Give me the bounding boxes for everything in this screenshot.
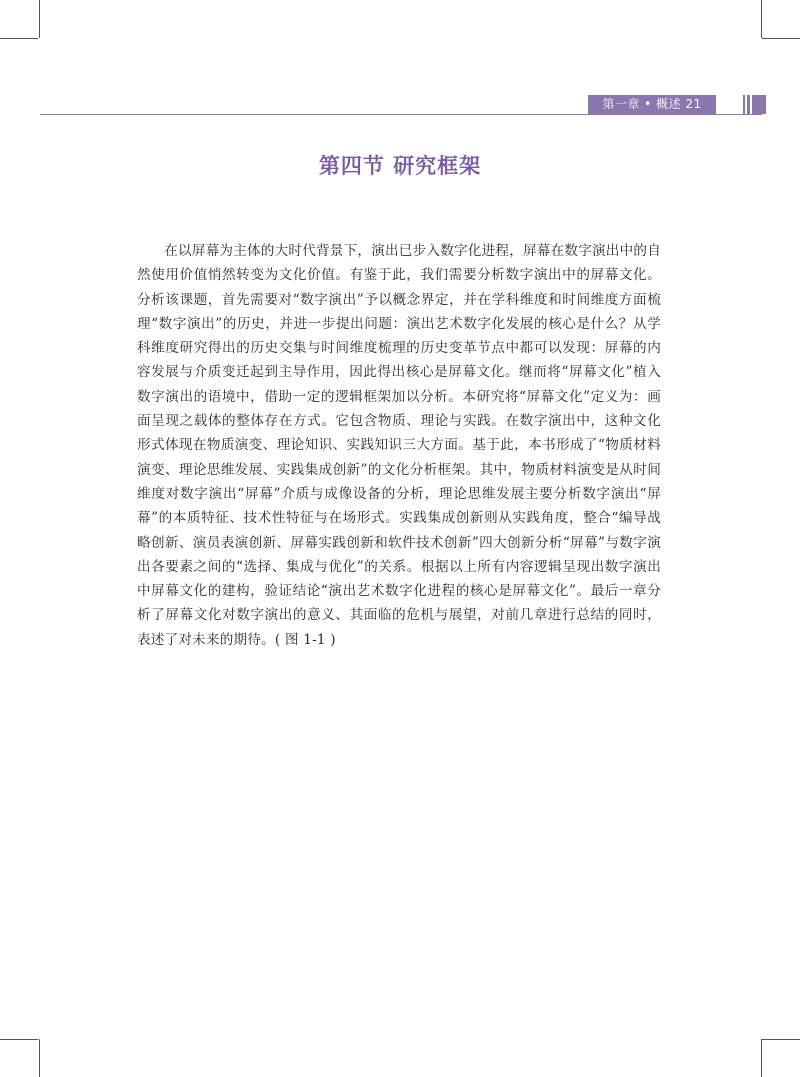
crop-mark-bottom-right-vertical [761, 1039, 762, 1077]
section-title: 第四节 研究框架 [318, 154, 482, 178]
body-paragraph: 在以屏幕为主体的大时代背景下，演出已步入数字化进程，屏幕在数字演出中的自然使用价值悄然转变为文化价值。有鉴于此，我们需要分析数字演出中的屏幕文化。分析该课题，首先需要对“数字演出”予以概念界定，并在学科维度和时间维度方面梳理“数字演出”的历史，并进一步提出问题：演出艺术数字化发展的核心是什么？从学科维度研究得出的历史交集与时间维度梳理的历史变革节点中都可以发现：屏幕的内容发展与介质变迁起到主导作用，因此得出核心是屏幕文化。继而将“屏幕文化”植入数字演出的语境中，借助一定的逻辑框架加以分析。本研究将“屏幕文化”定义为：画面呈现之载体的整体存在方式。它包含物质、理论与实践。在数字演出中，这种文化形式体现在物质演变、理论知识、实践知识三大方面。基于此，本书形成了“物质材料演变、理论思维发展、实践集成创新”的文化分析框架。其中，物质材料演变是从时间维度对数字演出“屏幕”介质与成像设备的分析，理论思维发展主要分析数字演出“屏幕”的本质特征、技术性特征与在场形式。实践集成创新则从实践角度，整合“编导战略创新、演员表演创新、屏幕实践创新和软件技术创新”四大创新分析“屏幕”与数字演出各要素之间的“选择、集成与优化”的关系。根据以上所有内容逻辑呈现出数字演出中屏幕文化的建构，验证结论“演出艺术数字化进程的核心是屏幕文化”。最后一章分析了屏幕文化对数字演出的意义、其面临的危机与展望，对前几章进行总结的同时，表述了对未来的期待。( 图 1-1 ) [137, 243, 661, 648]
crop-mark-bottom-right-horizontal [762, 1039, 800, 1040]
crop-mark-top-right-horizontal [762, 38, 800, 39]
header-rule [40, 114, 762, 115]
header-decoration-bars [743, 95, 766, 114]
running-header: 第一章 • 概述 21 [588, 95, 716, 114]
crop-mark-top-left-vertical [39, 0, 40, 38]
crop-mark-top-right-vertical [761, 0, 762, 38]
crop-mark-top-left-horizontal [0, 38, 38, 39]
crop-mark-bottom-left-horizontal [0, 1039, 38, 1040]
crop-mark-bottom-left-vertical [39, 1039, 40, 1077]
